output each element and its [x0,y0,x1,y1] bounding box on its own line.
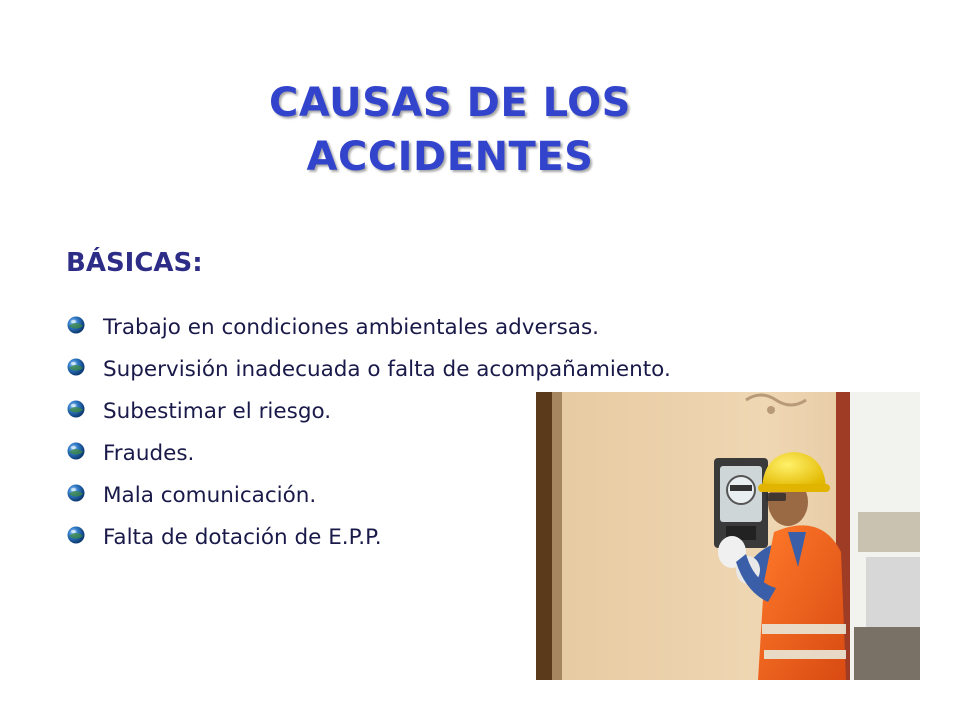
bullet-text: Falta de dotación de E.P.P. [103,524,382,550]
list-item [66,348,671,390]
list-item [66,306,671,348]
bullet-text: Fraudes. [103,440,195,466]
page-title [200,76,700,184]
parked-car [866,557,920,627]
bullet-text: Mala comunicación. [103,482,317,508]
sphere-bullet-icon [66,525,86,545]
door-frame [536,392,552,680]
bullet-text: Subestimar el riesgo. [103,398,332,424]
title-line-2: ACCIDENTES [306,134,594,180]
worker-photo [536,392,920,680]
sphere-bullet-icon [66,399,86,419]
title-line-1: CAUSAS DE LOS [269,80,631,126]
sphere-bullet-icon [66,357,86,377]
sphere-bullet-icon [66,315,86,335]
sphere-bullet-icon [66,441,86,461]
section-subtitle: BÁSICAS: [66,248,203,278]
bullet-text: Trabajo en condiciones ambientales adversas. [103,314,599,340]
sphere-bullet-icon [66,483,86,503]
bullet-text: Supervisión inadecuada o falta de acompañamiento. [103,356,671,382]
